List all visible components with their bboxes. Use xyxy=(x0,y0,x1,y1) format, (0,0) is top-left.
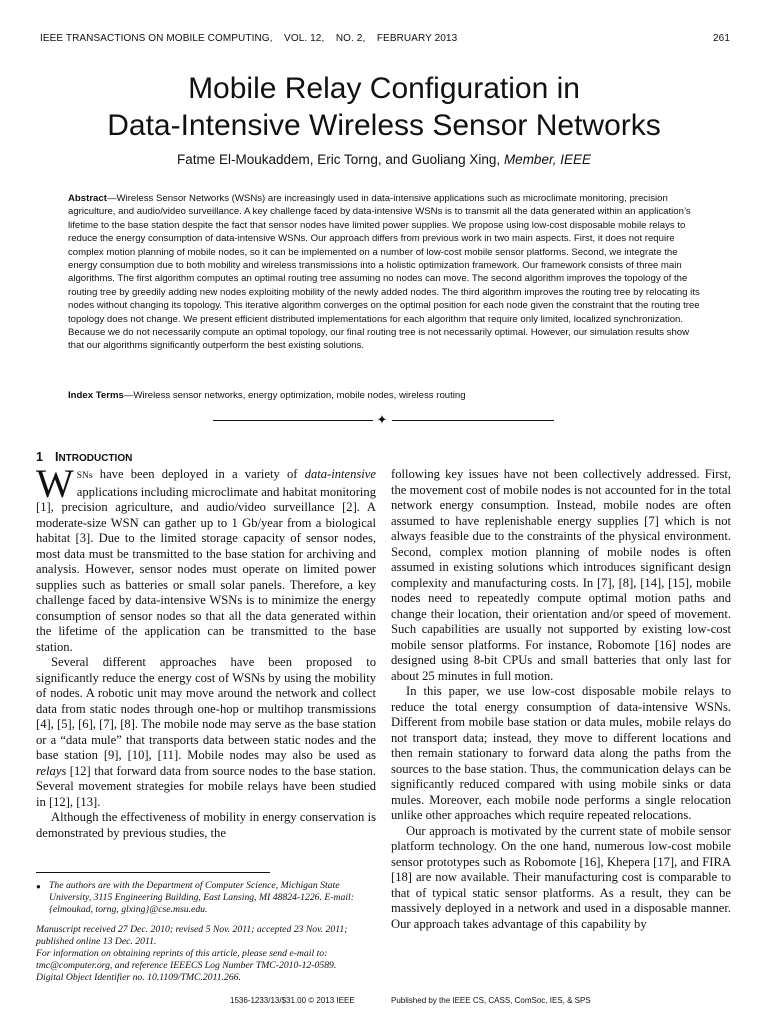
journal-info: IEEE TRANSACTIONS ON MOBILE COMPUTING, VOL. 12, NO. 2, FEBRUARY 2013 xyxy=(40,33,458,44)
left-column xyxy=(36,461,376,841)
abstract-label: Abstract xyxy=(68,193,107,204)
abstract-text: —Wireless Sensor Networks (WSNs) are increasingly used in data-intensive applications such as microclimate monitoring, precision agriculture, and audio/video surveillance. A key challenge faced by data-intensive WSNs is to transmit all the data generated within an application’s lifetime to the base station despite the fact that sensor nodes have limited power supplies. We propose using low-cost disposable mobile relays to reduce the energy consumption of data-intensive WSNs. Our approach differs from previous work in two main aspects. First, it does not require complex motion planning of mobile nodes, so it can be implemented on a number of low-cost mobile sensor platforms. Second, we integrate the energy consumption due to both mobility and wireless transmissions into a holistic optimization framework. Our framework consists of three main algorithms. The first algorithm computes an optimal routing tree assuming no nodes can move. The second algorithm improves the topology of the routing tree by greedily adding new nodes exploiting mobility of the newly added nodes. The third algorithm improves the routing tree by relocating its nodes without changing its topology. This iterative algorithm converges on the optimal position for each node given the constraint that the routing tree topology does not change. We present efficient distributed implementations for each algorithm that require only limited, localized synchronization. Because we do not necessarily compute an optimal topology, our final routing tree is not necessarily optimal. However, our simulation results show that our algorithms significantly outperform the best existing solutions. xyxy=(68,193,700,352)
footnote-bullet-icon: ● xyxy=(36,882,41,891)
footer-publisher: Published by the IEEE CS, CASS, ComSoc, IES, & SPS xyxy=(391,996,591,1005)
left-p2-text-a: Several different approaches have been proposed to significantly reduce the energy cost of WSNs by using the mobility of nodes. A robotic unit may move around the network and collect data from static nodes through one-hop or multihop transmissions [4], [5], [6], [7], [8]. The mobile node may serve as the base station or a “data mule” that transports data between static nodes and the base station [9], [10], [11]. Mobile nodes may also be used as xyxy=(36,655,376,762)
title-line-2: Data-Intensive Wireless Sensor Networks xyxy=(107,109,661,142)
author-line xyxy=(0,152,768,167)
abstract xyxy=(68,192,700,353)
right-paragraph-3: Our approach is motivated by the current state of mobile sensor platform technology. On the one hand, numerous low-cost mobile sensor prototypes such as Robomote [16], Khepera [17], and FIRA [18] are now available. Their manufacturing cost is comparable to that of typical static sensor platforms. As a result, they can be massively deployed in a network and used in a disposable manner. Our approach takes advantage of this capability by xyxy=(391,823,731,931)
left-paragraph-2 xyxy=(36,655,376,810)
right-paragraph-2: In this paper, we use low-cost disposable mobile relays to reduce the total energy consumption of data-intensive WSNs. Different from mobile base station or data mules, mobile relays do not transport data; instead, they move to different locations and then remain stationary to forward data along the paths from the sources to the base station. Thus, the communication delays can be significantly reduced compared with using mobile sinks or data mules. Moreover, each mobile node performs a single relocation unlike other approaches which require repeated relocations. xyxy=(391,684,731,822)
index-terms-label: Index Terms xyxy=(68,390,124,401)
title-line-1: Mobile Relay Configuration in xyxy=(188,72,580,105)
paper-title xyxy=(0,70,768,144)
right-paragraph-1: following key issues have not been collectively addressed. First, the movement cost of mobile nodes is not accounted for in the total network energy consumption. Instead, mobile nodes are often assumed to have replenishable energy supplies [7] which is not always feasible due to the constraints of the physical environment. Second, complex motion planning of mobile nodes is often assumed in existing solutions which introduces significant design complexity and manufacturing costs. In [7], [8], [14], [15], mobile nodes need to repeatedly compute optimal motion paths and change their location, their orientation and/or speed of movement. Such capabilities are usually not supported by existing low-cost mobile sensor platforms. For instance, Robomote [16] nodes are designed using 8-bit CPUs and small batteries that only last for about 25 minutes in full motion. xyxy=(391,467,731,683)
smallcaps-wsns: SNs xyxy=(76,471,93,481)
author-role: Member, IEEE xyxy=(503,152,591,167)
left-p1-italic: data-intensive xyxy=(304,467,376,481)
index-terms xyxy=(68,389,700,402)
running-head xyxy=(40,33,730,47)
footnote-doi: Digital Object Identifier no. 10.1109/TMC.2011.266. xyxy=(36,972,241,983)
index-terms-text: —Wireless sensor networks, energy optimization, mobile nodes, wireless routing xyxy=(123,390,466,401)
left-p2-italic: relays xyxy=(36,763,67,778)
footnote-rule xyxy=(36,872,270,873)
footnote-reprints: For information on obtaining reprints of this article, please send e-mail to: tmc@computer.org, and reference IEEECS Log Number TMC-2010-12-0589. xyxy=(36,948,337,971)
footer-issn: 1536-1233/13/$31.00 © 2013 IEEE xyxy=(230,996,355,1005)
section-title-initial: I xyxy=(54,450,59,464)
left-paragraph-1 xyxy=(36,461,376,655)
section-title-rest: NTRODUCTION xyxy=(58,453,133,464)
page-number: 261 xyxy=(713,33,730,44)
divider-rule-left xyxy=(213,420,373,421)
left-p1-text-b: applications including microclimate and habitat monitoring [1], precision agriculture, and audio/video surveillance [2]. A moderate-size WSN can gather up to 1 Gb/year from a biological habitat [3]. Due to the limited storage capacity of sensor nodes, most data must be transmitted to the base station for archiving and analysis. However, sensor nodes must operate on limited power supplies such as batteries or small solar panels. Therefore, a key challenge faced by data-intensive WSNs is to minimize the energy consumption of sensor nodes so that all the data generated within the lifetime of the application can be transmitted to the base station. xyxy=(36,484,376,654)
left-p2-text-b: [12] that forward data from source nodes to the base station. Several movement strategies for mobile relays have been studied in [12], [13]. xyxy=(36,763,376,809)
left-paragraph-3: Although the effectiveness of mobility in energy conservation is demonstrated by previous studies, the xyxy=(36,810,376,840)
left-p1-text-a: have been deployed in a variety of xyxy=(92,467,305,481)
divider-rule-right xyxy=(392,420,554,421)
footnotes xyxy=(36,880,376,984)
right-column xyxy=(391,467,731,932)
section-number: 1 xyxy=(36,450,43,464)
footnote-affiliation xyxy=(36,880,376,916)
drop-cap: W xyxy=(36,461,74,506)
footnote-affiliation-text: The authors are with the Department of Computer Science, Michigan State University, 3115 Engineering Building, East Lansing, MI 48824-1226. E-mail: {elmoukad, torng, glxing}@cse.msu.edu. xyxy=(49,880,354,915)
author-names: Fatme El-Moukaddem, Eric Torng, and Guoliang Xing, xyxy=(177,152,501,167)
divider-diamond-icon: ✦ xyxy=(376,412,388,427)
footnote-manuscript: Manuscript received 27 Dec. 2010; revised 5 Nov. 2011; accepted 23 Nov. 2011; published online 13 Dec. 2011. xyxy=(36,924,348,947)
